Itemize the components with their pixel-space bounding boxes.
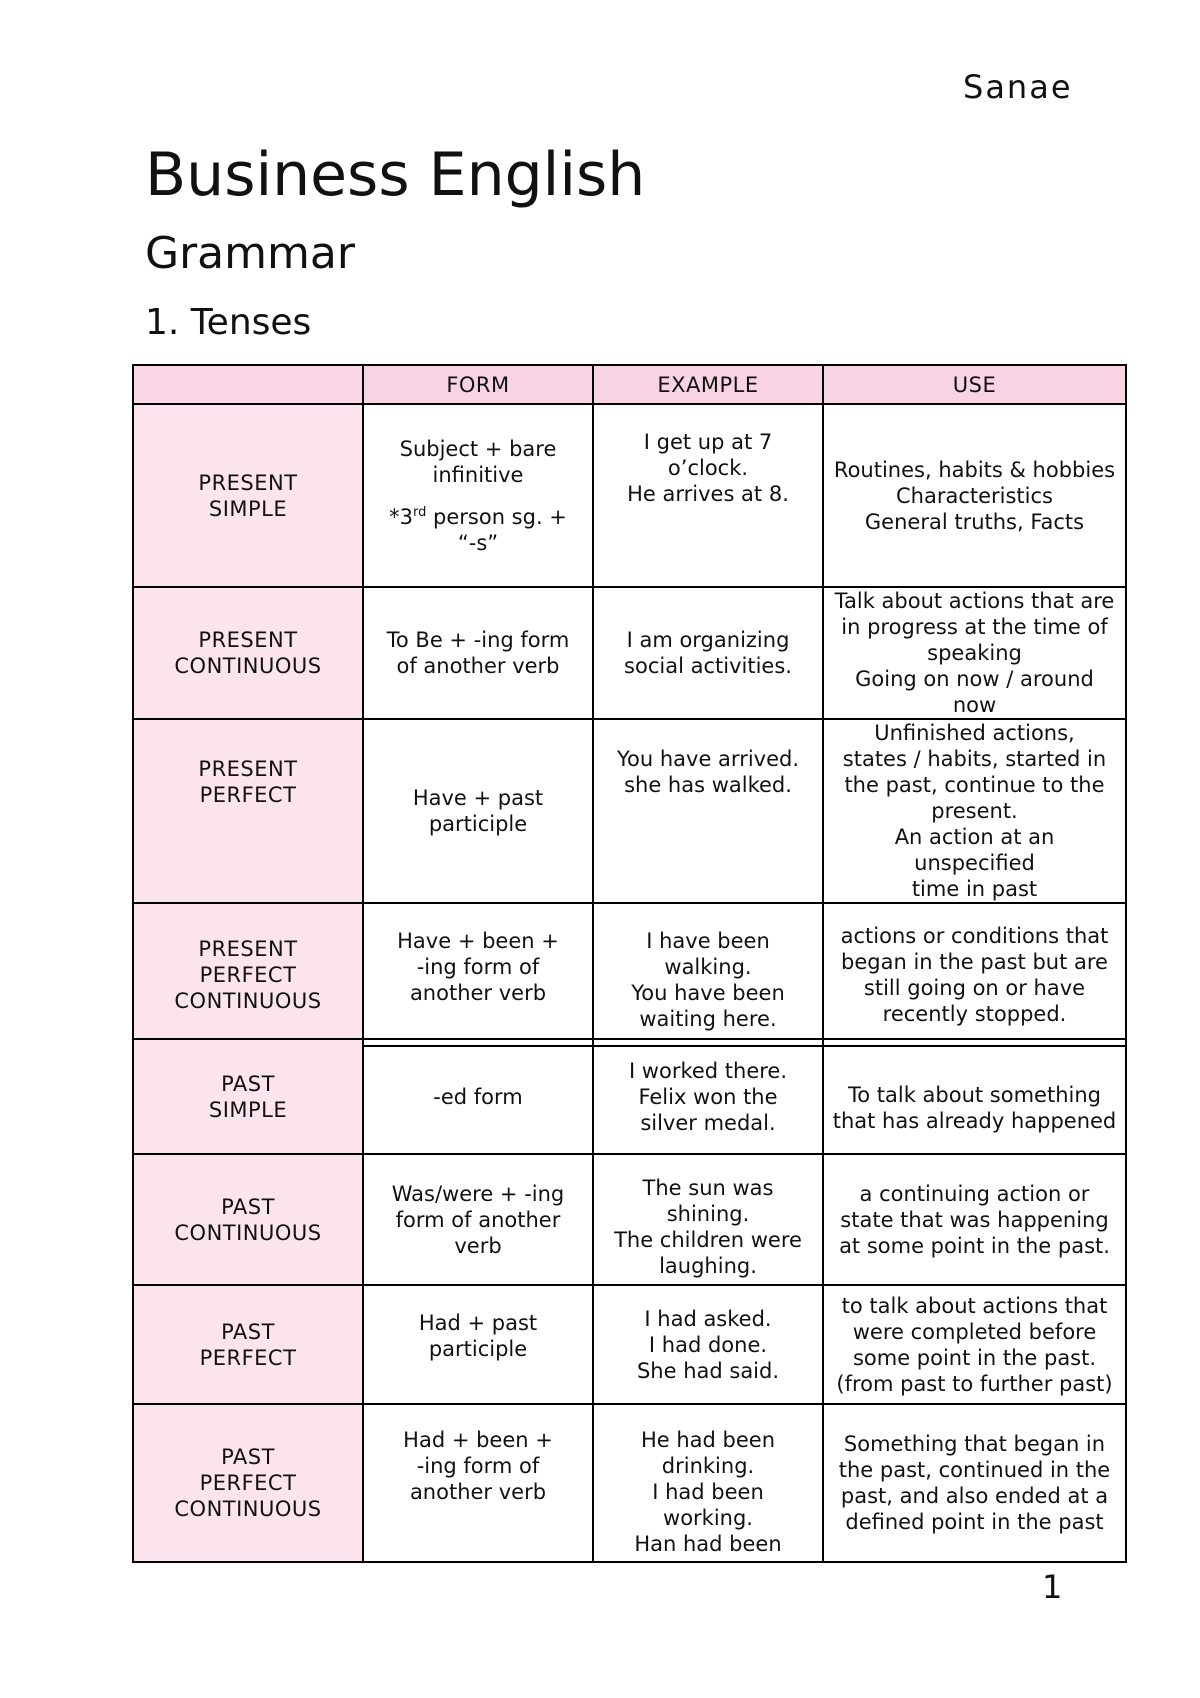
- example-line: Han had been: [634, 1532, 782, 1556]
- use-cell: [823, 1285, 1126, 1404]
- tense-line: CONTINUOUS: [174, 1220, 322, 1245]
- example-line: You have been: [631, 981, 785, 1005]
- example-cell: [593, 404, 823, 587]
- example-line: I get up at 7: [643, 430, 773, 454]
- example-line: drinking.: [661, 1454, 755, 1478]
- use-line: (from past to further past): [836, 1371, 1113, 1396]
- form-line: another verb: [409, 1480, 547, 1504]
- form-cell: [363, 1039, 593, 1154]
- form-cell: [363, 404, 593, 587]
- use-line: the past, continued in the: [838, 1458, 1111, 1482]
- tense-cell: [133, 903, 363, 1046]
- example-line: walking.: [664, 955, 752, 979]
- tense-line: PAST: [221, 1194, 275, 1219]
- form-note-pre: *3: [389, 504, 413, 529]
- table-row: [133, 1039, 1126, 1154]
- form-line: another verb: [409, 981, 547, 1005]
- form-line: -ing form of: [416, 1454, 540, 1478]
- header-cell-example: EXAMPLE: [593, 365, 823, 404]
- header-cell-form: FORM: [363, 365, 593, 404]
- example-line: She had said.: [636, 1358, 780, 1383]
- use-line: in progress at the time of: [841, 615, 1108, 639]
- use-line: actions or conditions that: [840, 923, 1109, 948]
- use-cell: [823, 404, 1126, 587]
- tense-cell: [133, 587, 363, 719]
- form-note: [372, 504, 584, 530]
- form-cell: [363, 1285, 593, 1404]
- use-line: Something that began in: [843, 1432, 1106, 1456]
- line-gap: [372, 488, 584, 504]
- form-line: participle: [428, 1337, 528, 1361]
- table-header-row: [133, 365, 1126, 404]
- use-line: An action at an unspecified: [894, 825, 1055, 875]
- form-line: Have + been +: [397, 929, 559, 953]
- example-line: she has walked.: [624, 773, 792, 797]
- tense-line: SIMPLE: [208, 1097, 288, 1122]
- use-cell: [823, 1404, 1126, 1562]
- tense-cell: [133, 1039, 363, 1154]
- tense-line: PRESENT: [198, 628, 298, 652]
- example-cell: [593, 1154, 823, 1285]
- example-line: shining.: [666, 1202, 750, 1226]
- tense-line: PERFECT: [199, 1345, 297, 1370]
- tense-line: PAST: [221, 1319, 275, 1344]
- table-row: [133, 903, 1126, 1046]
- use-line: still going on or have: [863, 975, 1086, 1000]
- use-line: Characteristics: [895, 483, 1053, 508]
- form-line: Had + been +: [403, 1428, 553, 1452]
- document-title: Business English: [145, 140, 646, 210]
- use-line: at some point in the past.: [839, 1233, 1110, 1258]
- table-row: [133, 404, 1126, 587]
- form-line: of another verb: [396, 654, 560, 678]
- tense-line: CONTINUOUS: [174, 988, 322, 1013]
- use-line: were completed before: [852, 1319, 1097, 1344]
- tense-line: PAST: [221, 1071, 275, 1096]
- example-line: waiting here.: [639, 1007, 777, 1031]
- use-line: the past, continue to the: [844, 773, 1105, 797]
- author-name: Sanae: [963, 68, 1073, 106]
- form-line: Was/were + -ing: [391, 1181, 565, 1206]
- example-cell: [593, 1404, 823, 1562]
- form-cell: [363, 719, 593, 903]
- form-line: -ed form: [433, 1084, 523, 1109]
- form-line: form of another: [395, 1207, 561, 1232]
- form-line: To Be + -ing form: [386, 628, 570, 652]
- example-line: o’clock.: [667, 456, 749, 480]
- use-line: that has already happened: [832, 1108, 1117, 1133]
- example-line: laughing.: [659, 1254, 757, 1278]
- header-cell-blank: [133, 365, 363, 404]
- table-row: [133, 1285, 1126, 1404]
- tense-cell: [133, 1154, 363, 1285]
- example-line: silver medal.: [640, 1110, 776, 1135]
- example-line: He had been: [640, 1428, 776, 1452]
- tense-line: PRESENT: [198, 757, 298, 781]
- form-line: Subject + bare: [399, 436, 557, 461]
- example-cell: [593, 1285, 823, 1404]
- example-line: Felix won the: [638, 1084, 778, 1109]
- example-cell: [593, 587, 823, 719]
- example-line: I worked there.: [628, 1058, 788, 1083]
- use-line: Unfinished actions,: [874, 721, 1075, 745]
- use-cell: [823, 1039, 1126, 1154]
- tense-line: CONTINUOUS: [174, 654, 322, 678]
- tense-line: PRESENT: [198, 936, 298, 961]
- document-subtitle: Grammar: [145, 228, 355, 279]
- example-line: You have arrived.: [616, 747, 800, 771]
- use-line: state that was happening: [840, 1207, 1109, 1232]
- present-tenses-table: [132, 364, 1127, 1047]
- use-cell: [823, 719, 1126, 903]
- form-note-post: person sg. +: [426, 504, 567, 529]
- use-line: present.: [931, 799, 1018, 823]
- form-line: Have + past: [412, 786, 544, 810]
- tense-line: PERFECT: [199, 783, 297, 807]
- tense-line: PERFECT: [199, 1471, 297, 1495]
- past-tenses-table: [132, 1038, 1127, 1563]
- example-line: working.: [663, 1506, 753, 1530]
- form-line: infinitive: [432, 462, 524, 487]
- use-line: time in past: [911, 877, 1038, 901]
- use-cell: [823, 587, 1126, 719]
- example-cell: [593, 1039, 823, 1154]
- use-line: a continuing action or: [859, 1181, 1090, 1206]
- use-line: Going on now / around now: [855, 667, 1094, 717]
- use-line: some point in the past.: [852, 1345, 1097, 1370]
- example-line: I had done.: [648, 1332, 768, 1357]
- form-cell: [363, 1404, 593, 1562]
- tense-line: SIMPLE: [208, 496, 288, 521]
- use-line: recently stopped.: [882, 1001, 1067, 1026]
- table-row: [133, 719, 1126, 903]
- example-line: social activities.: [624, 654, 792, 678]
- use-line: speaking: [927, 641, 1022, 665]
- header-cell-use: USE: [823, 365, 1126, 404]
- tense-cell: [133, 404, 363, 587]
- use-line: Talk about actions that are: [834, 589, 1115, 613]
- section-heading: 1. Tenses: [145, 302, 312, 343]
- form-note-superscript: rd: [412, 504, 427, 520]
- form-line: verb: [454, 1233, 502, 1258]
- use-line: to talk about actions that: [841, 1293, 1108, 1318]
- example-line: I had been: [652, 1480, 764, 1504]
- use-line: To talk about something: [847, 1082, 1101, 1107]
- use-line: states / habits, started in: [842, 747, 1107, 771]
- page-number: 1: [1042, 1568, 1063, 1606]
- form-cell: [363, 1154, 593, 1285]
- form-note-end: “-s”: [457, 530, 499, 555]
- example-line: I have been: [646, 929, 770, 953]
- example-line: The sun was: [642, 1176, 774, 1200]
- example-cell: [593, 719, 823, 903]
- tense-cell: [133, 1404, 363, 1562]
- tense-line: CONTINUOUS: [174, 1497, 322, 1521]
- use-cell: [823, 903, 1126, 1046]
- form-line: Had + past: [418, 1311, 538, 1335]
- form-line: participle: [428, 812, 528, 836]
- example-cell: [593, 903, 823, 1046]
- example-line: The children were: [614, 1228, 802, 1252]
- example-line: I had asked.: [644, 1306, 772, 1331]
- use-line: Routines, habits & hobbies: [833, 457, 1116, 482]
- use-line: defined point in the past: [845, 1510, 1104, 1534]
- use-line: past, and also ended at a: [840, 1484, 1109, 1508]
- tense-line: PERFECT: [199, 962, 297, 987]
- example-line: I am organizing: [626, 628, 790, 652]
- table-row: [133, 1154, 1126, 1285]
- form-cell: [363, 587, 593, 719]
- use-line: General truths, Facts: [864, 509, 1085, 534]
- example-line: He arrives at 8.: [627, 482, 789, 506]
- form-cell: [363, 903, 593, 1046]
- tense-cell: [133, 1285, 363, 1404]
- form-line: -ing form of: [416, 955, 540, 979]
- table-row: [133, 587, 1126, 719]
- table-row: [133, 1404, 1126, 1562]
- use-cell: [823, 1154, 1126, 1285]
- tense-line: PAST: [221, 1445, 275, 1469]
- use-line: began in the past but are: [841, 949, 1108, 974]
- tense-line: PRESENT: [198, 470, 298, 495]
- tense-cell: [133, 719, 363, 903]
